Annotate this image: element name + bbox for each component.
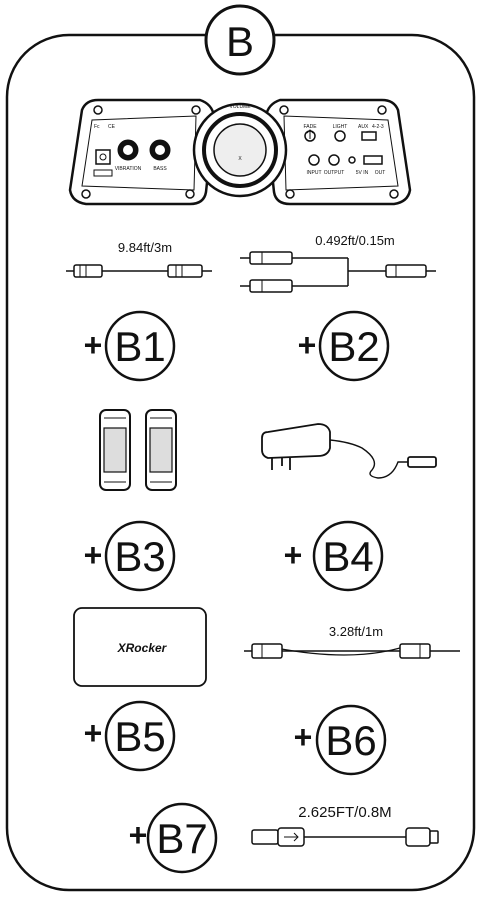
plus-sign: +	[283, 537, 303, 573]
badge-b6	[294, 706, 385, 774]
badge-label: B5	[114, 713, 166, 760]
volume-dial-center	[214, 124, 266, 176]
badge-label: B1	[114, 323, 166, 370]
badge-label: B7	[156, 815, 208, 862]
badge-b2	[298, 312, 388, 380]
badge-label: B4	[322, 533, 374, 580]
b7-usb-cable-illustration	[252, 828, 438, 846]
plus-sign: +	[128, 817, 148, 853]
knob-cap	[155, 145, 165, 155]
plus-sign: +	[83, 327, 103, 363]
aux-label: AUX	[358, 124, 369, 130]
b3-coupler-illustration	[100, 410, 176, 490]
bass-label: BASS	[153, 166, 167, 172]
knob-cap	[123, 145, 133, 155]
badge-label: B6	[325, 717, 377, 764]
vibration-label: VIBRATION	[114, 166, 142, 172]
center-x-logo: X	[238, 156, 242, 162]
badge-b7	[129, 804, 216, 872]
badge-b3	[84, 522, 174, 590]
output-label: OUTPUT	[323, 170, 345, 176]
xrocker-logo: XRocker	[117, 641, 167, 655]
badge-b5	[84, 702, 174, 770]
b4-adapter-illustration	[262, 424, 436, 478]
b6-cable-illustration	[244, 644, 460, 658]
b2-caption: 0.492ft/0.15m	[315, 233, 395, 248]
badge-label: B3	[114, 533, 166, 580]
badge-label: B2	[328, 323, 380, 370]
dc-label: 5V IN	[355, 170, 369, 176]
fcc-label: Fc	[94, 124, 100, 130]
b5-xrocker-card-illustration	[74, 608, 206, 686]
b2-cable-illustration	[240, 252, 436, 292]
volume-label: VOLUME	[229, 104, 251, 110]
out-label: OUT	[374, 170, 386, 176]
control-panel	[70, 100, 410, 204]
header-badge	[206, 6, 274, 74]
plus-sign: +	[297, 327, 317, 363]
badge-b4	[284, 522, 382, 590]
input-label: INPUT	[306, 170, 322, 176]
plus-sign: +	[83, 537, 103, 573]
plus-sign: +	[293, 719, 313, 755]
b7-caption: 2.625FT/0.8M	[298, 804, 392, 821]
plus-sign: +	[83, 715, 103, 751]
badge-b1	[84, 312, 174, 380]
b6-caption: 3.28ft/1m	[328, 624, 384, 639]
fade-label: FADE	[303, 124, 317, 130]
b1-cable-illustration	[66, 265, 212, 277]
light-label: LIGHT	[332, 124, 348, 130]
b1-caption: 9.84ft/3m	[117, 240, 173, 255]
ce-label: CE	[108, 124, 115, 130]
mode-label: 4-2-3	[372, 124, 384, 130]
header-badge-label: B	[225, 18, 255, 65]
